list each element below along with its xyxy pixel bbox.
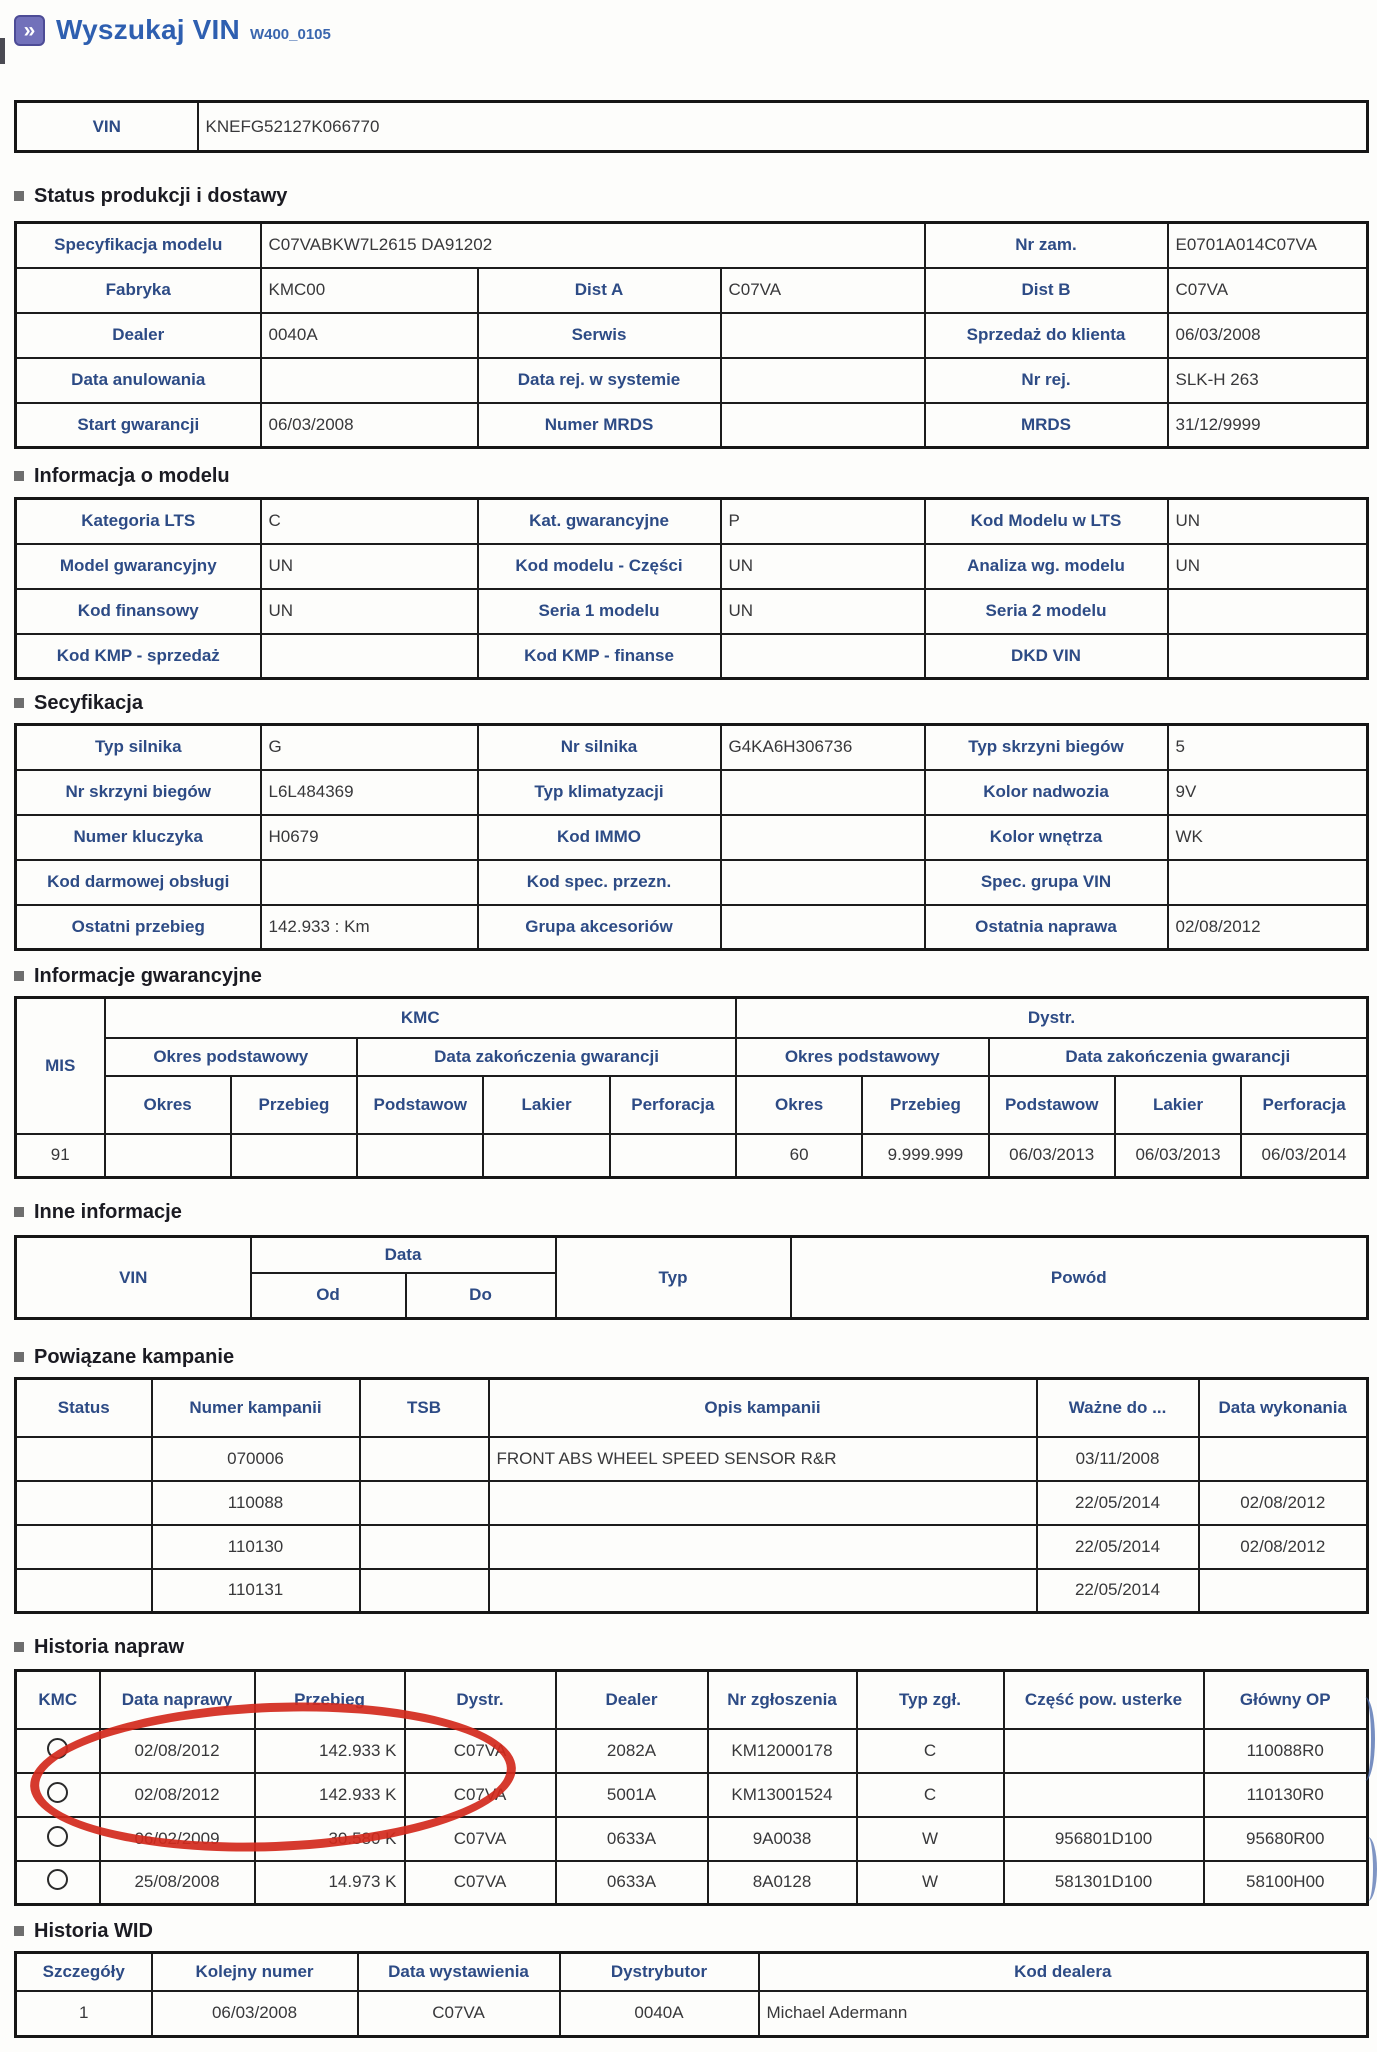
field-label: Kod IMMO — [478, 815, 721, 860]
cell-value: 06/03/2008 — [152, 1991, 358, 2037]
model-table — [14, 497, 1369, 680]
field-value: L6L484369 — [261, 770, 478, 815]
table-row — [16, 1237, 1368, 1273]
field-label: Kod finansowy — [16, 589, 261, 634]
section-title-model — [14, 465, 1369, 487]
square-bullet-icon — [14, 1926, 24, 1936]
field-label: Data rej. w systemie — [478, 358, 721, 403]
table-row — [16, 223, 1368, 268]
repair-row — [16, 1729, 1368, 1773]
field-value — [721, 313, 925, 358]
wid-row — [16, 1991, 1368, 2037]
column-header: Perforacja — [1241, 1076, 1367, 1134]
field-value: C07VABKW7L2615 DA91202 — [261, 223, 925, 268]
cell-value: C07VA — [405, 1729, 556, 1773]
cell-value: 5001A — [556, 1773, 708, 1817]
square-bullet-icon — [14, 1207, 24, 1217]
cell-value — [360, 1525, 489, 1569]
repair-row — [16, 1861, 1368, 1905]
column-header: Data zakończenia gwarancji — [989, 1038, 1368, 1076]
field-label: Serwis — [478, 313, 721, 358]
field-label: Kod darmowej obsługi — [16, 860, 261, 905]
section-title-text: Informacja o modelu — [34, 464, 230, 487]
field-value — [1168, 634, 1368, 679]
cell-value: FRONT ABS WHEEL SPEED SENSOR R&R — [489, 1437, 1037, 1481]
repair-row — [16, 1817, 1368, 1861]
vin-table — [14, 100, 1369, 153]
column-header: Główny OP — [1204, 1671, 1368, 1729]
field-value: C07VA — [1168, 268, 1368, 313]
square-bullet-icon — [14, 1352, 24, 1362]
field-value: 06/03/2008 — [1168, 313, 1368, 358]
table-row — [16, 544, 1368, 589]
page-header — [14, 12, 1369, 48]
column-header: Data zakończenia gwarancji — [357, 1038, 736, 1076]
section-title-warranty — [14, 965, 1369, 987]
column-header: Powód — [791, 1237, 1368, 1319]
column-header: Typ — [556, 1237, 791, 1319]
table-row — [16, 403, 1368, 448]
cell-value: 581301D100 — [1004, 1861, 1204, 1905]
scan-artifact-squiggle — [1359, 1837, 1377, 1901]
vin-input[interactable]: KNEFG52127K066770 — [198, 102, 1368, 152]
table-row — [16, 725, 1368, 770]
kmc-radio-button[interactable] — [47, 1782, 68, 1803]
kmc-radio-button[interactable] — [47, 1869, 68, 1890]
table-row — [16, 1076, 1368, 1134]
cell-value: 110130 — [152, 1525, 360, 1569]
column-header: Numer kampanii — [152, 1379, 360, 1437]
column-header: Przebieg — [231, 1076, 357, 1134]
cell-value: Michael Adermann — [759, 1991, 1368, 2037]
cell-value — [610, 1134, 736, 1178]
field-label: Nr silnika — [478, 725, 721, 770]
field-value — [261, 860, 478, 905]
cell-value — [360, 1437, 489, 1481]
field-label: Kod Modelu w LTS — [925, 499, 1168, 544]
field-label: Dealer — [16, 313, 261, 358]
field-value: UN — [1168, 544, 1368, 589]
field-value — [1168, 860, 1368, 905]
field-label: Seria 2 modelu — [925, 589, 1168, 634]
field-value — [721, 860, 925, 905]
column-header: KMC — [105, 998, 736, 1038]
column-header: Data wykonania — [1199, 1379, 1368, 1437]
cell-value — [1199, 1437, 1368, 1481]
status-table — [14, 221, 1369, 449]
section-title-text: Inne informacje — [34, 1200, 182, 1223]
table-row — [16, 1379, 1368, 1437]
section-title-text: Informacje gwarancyjne — [34, 964, 262, 987]
cell-value: C07VA — [405, 1817, 556, 1861]
field-label: Kolor wnętrza — [925, 815, 1168, 860]
table-row — [16, 313, 1368, 358]
cell-value: 956801D100 — [1004, 1817, 1204, 1861]
field-label: Data anulowania — [16, 358, 261, 403]
field-label: Dist B — [925, 268, 1168, 313]
campaigns-table — [14, 1377, 1369, 1614]
cell-value: 60 — [736, 1134, 862, 1178]
cell-value: C — [857, 1729, 1004, 1773]
cell-value: 14.973 K — [255, 1861, 405, 1905]
field-value: UN — [721, 589, 925, 634]
cell-value — [360, 1481, 489, 1525]
section-title-repairs — [14, 1636, 1369, 1658]
field-value: C — [261, 499, 478, 544]
field-label: Numer MRDS — [478, 403, 721, 448]
table-row — [16, 815, 1368, 860]
field-value: 06/03/2008 — [261, 403, 478, 448]
cell-value: 8A0128 — [708, 1861, 857, 1905]
column-header: Do — [406, 1273, 556, 1319]
column-header: Dystrybutor — [560, 1953, 759, 1991]
cell-value: 58100H00 — [1204, 1861, 1368, 1905]
field-value — [721, 770, 925, 815]
cell-value: 110088 — [152, 1481, 360, 1525]
column-header: Nr zgłoszenia — [708, 1671, 857, 1729]
cell-value — [489, 1569, 1037, 1613]
field-label: Dist A — [478, 268, 721, 313]
table-row — [16, 358, 1368, 403]
field-label: Kod KMP - finanse — [478, 634, 721, 679]
cell-value: 06/03/2013 — [989, 1134, 1115, 1178]
field-label: Start gwarancji — [16, 403, 261, 448]
cell-value: KM12000178 — [708, 1729, 857, 1773]
cell-value: 0633A — [556, 1861, 708, 1905]
column-header: Ważne do ... — [1037, 1379, 1199, 1437]
column-header: Dystr. — [405, 1671, 556, 1729]
field-label: Seria 1 modelu — [478, 589, 721, 634]
table-row — [16, 1134, 1368, 1178]
field-value: 5 — [1168, 725, 1368, 770]
field-value: 0040A — [261, 313, 478, 358]
table-row — [16, 1038, 1368, 1076]
column-header: Data — [251, 1237, 556, 1273]
cell-value: 0633A — [556, 1817, 708, 1861]
field-label: Nr skrzyni biegów — [16, 770, 261, 815]
repairs-table — [14, 1669, 1369, 1906]
campaign-row — [16, 1437, 1368, 1481]
field-label: Typ klimatyzacji — [478, 770, 721, 815]
field-label: Kategoria LTS — [16, 499, 261, 544]
wid-table — [14, 1951, 1369, 2038]
field-value: UN — [721, 544, 925, 589]
cell-value: C07VA — [358, 1991, 560, 2037]
field-label: Kod spec. przezn. — [478, 860, 721, 905]
field-value: UN — [261, 589, 478, 634]
cell-value — [489, 1481, 1037, 1525]
field-label: Grupa akcesoriów — [478, 905, 721, 950]
cell-value: 142.933 K — [255, 1729, 405, 1773]
column-header: Od — [251, 1273, 406, 1319]
field-label: Kod modelu - Części — [478, 544, 721, 589]
column-header: Lakier — [1115, 1076, 1241, 1134]
section-title-campaigns — [14, 1346, 1369, 1368]
field-value: G4KA6H306736 — [721, 725, 925, 770]
field-value: SLK-H 263 — [1168, 358, 1368, 403]
square-bullet-icon — [14, 971, 24, 981]
field-value — [721, 634, 925, 679]
cell-value: 06/03/2013 — [1115, 1134, 1241, 1178]
cell-value: 02/08/2012 — [1199, 1525, 1368, 1569]
square-bullet-icon — [14, 698, 24, 708]
column-header: Część pow. usterke — [1004, 1671, 1204, 1729]
cell-value: 06/03/2014 — [1241, 1134, 1367, 1178]
field-value: H0679 — [261, 815, 478, 860]
cell-value: 02/08/2012 — [100, 1773, 255, 1817]
field-value — [1168, 589, 1368, 634]
column-header: Dystr. — [736, 998, 1368, 1038]
field-value: P — [721, 499, 925, 544]
column-header: Okres podstawowy — [105, 1038, 358, 1076]
field-label: Sprzedaż do klienta — [925, 313, 1168, 358]
vin-search-page — [0, 12, 1377, 2052]
section-title-other — [14, 1201, 1369, 1223]
cell-value — [16, 1437, 152, 1481]
field-value: 02/08/2012 — [1168, 905, 1368, 950]
column-header: Przebieg — [862, 1076, 988, 1134]
column-header: Dealer — [556, 1671, 708, 1729]
cell-value: 9.999.999 — [862, 1134, 988, 1178]
cell-value — [360, 1569, 489, 1613]
field-label: Ostatni przebieg — [16, 905, 261, 950]
repair-row — [16, 1773, 1368, 1817]
table-row — [16, 998, 1368, 1038]
column-header: Kod dealera — [759, 1953, 1368, 1991]
cell-value: 22/05/2014 — [1037, 1569, 1199, 1613]
field-value: 142.933 : Km — [261, 905, 478, 950]
column-header: VIN — [16, 1237, 251, 1319]
field-value: UN — [261, 544, 478, 589]
section-title-text: Secyfikacja — [34, 691, 143, 714]
repairs-table-wrapper — [14, 1669, 1369, 1906]
field-value: 9V — [1168, 770, 1368, 815]
column-header: Szczegóły — [16, 1953, 152, 1991]
scan-artifact-squiggle — [1355, 1697, 1375, 1781]
cell-value: 070006 — [152, 1437, 360, 1481]
column-header: Podstawow — [989, 1076, 1115, 1134]
cell-value: 0040A — [560, 1991, 759, 2037]
chevrons-right-icon: » — [14, 15, 45, 46]
other-info-table — [14, 1235, 1369, 1320]
cell-value: 2082A — [556, 1729, 708, 1773]
page-title: Wyszukaj VIN — [56, 14, 240, 45]
cell-value: 02/08/2012 — [100, 1729, 255, 1773]
vin-label: VIN — [16, 102, 198, 152]
section-title-text: Status produkcji i dostawy — [34, 184, 288, 207]
table-row — [16, 1953, 1368, 1991]
table-row — [16, 860, 1368, 905]
cell-value: 91 — [16, 1134, 105, 1178]
campaign-row — [16, 1481, 1368, 1525]
kmc-radio-button[interactable] — [47, 1826, 68, 1847]
cell-value: 22/05/2014 — [1037, 1525, 1199, 1569]
scan-artifact-bar — [0, 38, 5, 64]
field-value — [721, 358, 925, 403]
campaign-row — [16, 1569, 1368, 1613]
field-value: WK — [1168, 815, 1368, 860]
cell-value — [489, 1525, 1037, 1569]
cell-value: 110088R0 — [1204, 1729, 1368, 1773]
cell-value: 25/08/2008 — [100, 1861, 255, 1905]
table-row — [16, 905, 1368, 950]
field-label: Specyfikacja modelu — [16, 223, 261, 268]
page-code: W400_0105 — [249, 26, 331, 43]
cell-value: C — [857, 1773, 1004, 1817]
field-value: UN — [1168, 499, 1368, 544]
column-header: Lakier — [483, 1076, 609, 1134]
field-label: DKD VIN — [925, 634, 1168, 679]
field-label: Spec. grupa VIN — [925, 860, 1168, 905]
section-title-wid — [14, 1920, 1369, 1942]
table-row — [16, 268, 1368, 313]
field-label: MRDS — [925, 403, 1168, 448]
spec-table — [14, 723, 1369, 951]
cell-value: W — [857, 1861, 1004, 1905]
field-label: Fabryka — [16, 268, 261, 313]
cell-value: C07VA — [405, 1773, 556, 1817]
cell-value: 110130R0 — [1204, 1773, 1368, 1817]
cell-value: 110131 — [152, 1569, 360, 1613]
square-bullet-icon — [14, 1642, 24, 1652]
section-title-spec — [14, 692, 1369, 714]
cell-value: 95680R00 — [1204, 1817, 1368, 1861]
cell-value — [1004, 1773, 1204, 1817]
field-label: Typ silnika — [16, 725, 261, 770]
square-bullet-icon — [14, 191, 24, 201]
cell-value — [231, 1134, 357, 1178]
campaign-row — [16, 1525, 1368, 1569]
field-label: Numer kluczyka — [16, 815, 261, 860]
column-header: Opis kampanii — [489, 1379, 1037, 1437]
column-header: Status — [16, 1379, 152, 1437]
column-header: Okres — [736, 1076, 862, 1134]
wid-details-link[interactable]: 1 — [16, 1991, 152, 2037]
field-value: 31/12/9999 — [1168, 403, 1368, 448]
column-header: MIS — [16, 998, 105, 1134]
column-header: Kolejny numer — [152, 1953, 358, 1991]
field-value — [721, 815, 925, 860]
field-value — [261, 358, 478, 403]
section-title-text: Historia WID — [34, 1919, 153, 1942]
table-row — [16, 770, 1368, 815]
cell-value — [16, 1525, 152, 1569]
column-header: Przebieg — [255, 1671, 405, 1729]
column-header: Data naprawy — [100, 1671, 255, 1729]
field-label: Model gwarancyjny — [16, 544, 261, 589]
section-title-status — [14, 185, 1369, 207]
cell-value — [16, 1569, 152, 1613]
cell-value: 22/05/2014 — [1037, 1481, 1199, 1525]
section-title-text: Powiązane kampanie — [34, 1345, 235, 1368]
field-label: Analiza wg. modelu — [925, 544, 1168, 589]
cell-value — [357, 1134, 483, 1178]
column-header: KMC — [16, 1671, 100, 1729]
field-label: Kat. gwarancyjne — [478, 499, 721, 544]
field-value: E0701A014C07VA — [1168, 223, 1368, 268]
cell-value: KM13001524 — [708, 1773, 857, 1817]
column-header: Podstawow — [357, 1076, 483, 1134]
cell-value — [483, 1134, 609, 1178]
field-label: Kolor nadwozia — [925, 770, 1168, 815]
column-header: Data wystawienia — [358, 1953, 560, 1991]
field-value: C07VA — [721, 268, 925, 313]
table-row — [16, 499, 1368, 544]
field-value: KMC00 — [261, 268, 478, 313]
field-label: Typ skrzyni biegów — [925, 725, 1168, 770]
cell-value — [1004, 1729, 1204, 1773]
cell-value: W — [857, 1817, 1004, 1861]
field-label: Nr zam. — [925, 223, 1168, 268]
column-header: TSB — [360, 1379, 489, 1437]
column-header: Okres podstawowy — [736, 1038, 989, 1076]
field-value — [261, 634, 478, 679]
table-row — [16, 589, 1368, 634]
table-row — [16, 634, 1368, 679]
cell-value: 30.580 K — [255, 1817, 405, 1861]
warranty-table — [14, 996, 1369, 1179]
cell-value: C07VA — [405, 1861, 556, 1905]
table-row — [16, 1671, 1368, 1729]
cell-value: 9A0038 — [708, 1817, 857, 1861]
field-label: Ostatnia naprawa — [925, 905, 1168, 950]
field-label: Kod KMP - sprzedaż — [16, 634, 261, 679]
square-bullet-icon — [14, 471, 24, 481]
cell-value: 06/02/2009 — [100, 1817, 255, 1861]
cell-value — [16, 1481, 152, 1525]
section-title-text: Historia napraw — [34, 1635, 185, 1658]
cell-value: 02/08/2012 — [1199, 1481, 1368, 1525]
column-header: Okres — [105, 1076, 231, 1134]
column-header: Typ zgł. — [857, 1671, 1004, 1729]
kmc-radio-button[interactable] — [47, 1738, 68, 1759]
cell-value: 142.933 K — [255, 1773, 405, 1817]
column-header: Perforacja — [610, 1076, 736, 1134]
field-value: G — [261, 725, 478, 770]
field-label: Nr rej. — [925, 358, 1168, 403]
field-value — [721, 905, 925, 950]
cell-value — [105, 1134, 231, 1178]
field-value — [721, 403, 925, 448]
cell-value — [1199, 1569, 1368, 1613]
cell-value: 03/11/2008 — [1037, 1437, 1199, 1481]
